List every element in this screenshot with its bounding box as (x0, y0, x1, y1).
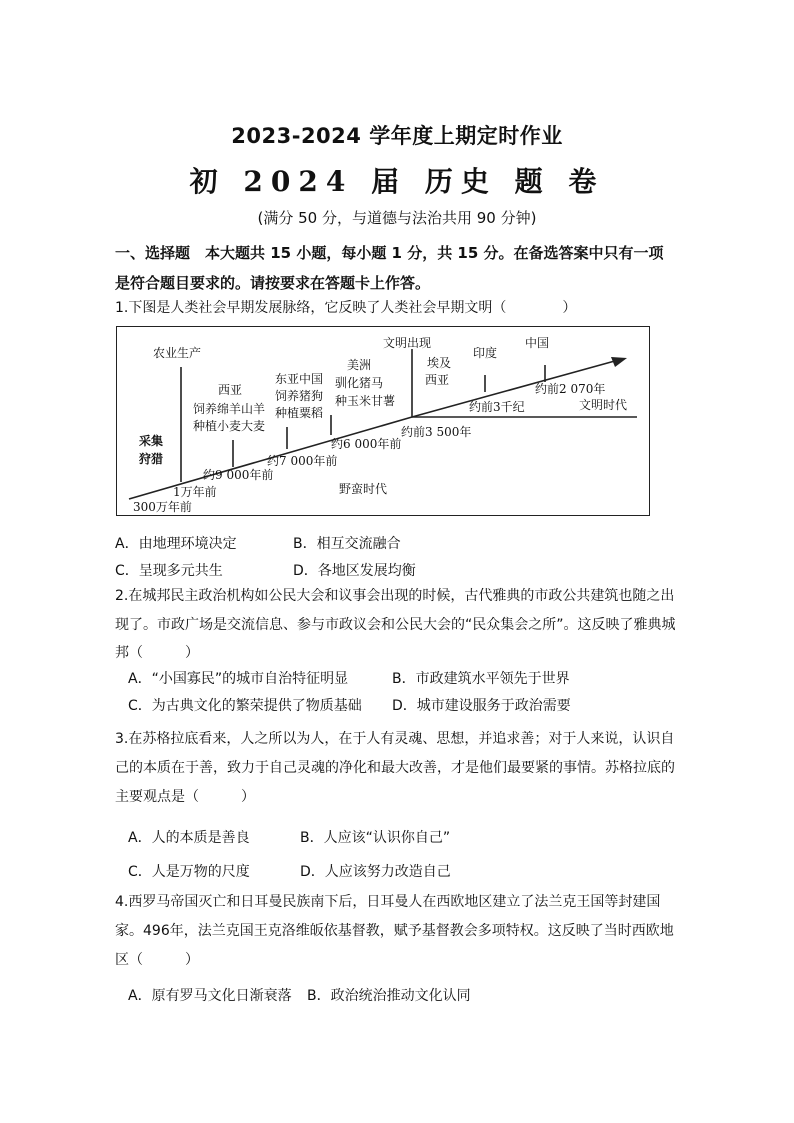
label-3rd-millennium-bc: 约前3千纪 (469, 400, 525, 414)
q3-option-a: A．人的本质是善良 (128, 830, 250, 846)
q2-option-c: C．为古典文化的繁荣提供了物质基础 (128, 698, 362, 714)
label-3-million-years: 300万年前 (133, 500, 192, 514)
label-2070-bc: 约前2 070年 (535, 382, 606, 396)
label-west-asia-2: 种植小麦大麦 (193, 419, 266, 433)
question-1-stem: 1.下图是人类社会早期发展脉络，它反映了人类社会早期文明（ ） (115, 300, 577, 316)
label-civilization-era: 文明时代 (579, 398, 628, 412)
exam-subtitle: (满分 50 分，与道德与法治共用 90 分钟) (257, 209, 537, 227)
label-americas-1: 驯化猪马 (335, 376, 384, 390)
question-4-stem: 4.西罗马帝国灭亡和日耳曼民族南下后，日耳曼人在西欧地区建立了法兰克王国等封建国家。496年，法兰克国王克洛维皈依基督教，赋予基督教会多项特权。这反映了当时西欧地区（ ） (115, 894, 674, 968)
label-barbarian-era: 野蛮时代 (339, 482, 388, 496)
label-americas: 美洲 (347, 358, 372, 372)
q1-option-a: A．由地理环境决定 (115, 536, 237, 552)
section-heading: 一、选择题 本大题共 15 小题，每小题 1 分，共 15 分。在备选答案中只有一项是符合题目要求的。请按要求在答题卡上作答。 (115, 244, 664, 292)
label-9000-years: 约9 000年前 (203, 468, 274, 482)
q3-option-b: B．人应该“认识你自己” (300, 830, 451, 846)
label-3500-bc: 约前3 500年 (401, 425, 472, 439)
exam-title: 2023-2024 学年度上期定时作业 (231, 124, 563, 148)
label-west-asia-1: 饲养绵羊山羊 (193, 402, 266, 416)
label-agriculture: 农业生产 (153, 346, 202, 360)
label-east-asia: 东亚中国 (275, 372, 324, 386)
label-china: 中国 (525, 336, 550, 350)
exam-subject-title: 初 2024 届 历史 题 卷 (189, 165, 605, 198)
label-west-asia: 西亚 (218, 383, 243, 397)
label-gathering: 采集 (139, 434, 164, 448)
timeline-figure (116, 326, 650, 516)
question-2-stem: 2.在城邦民主政治机构如公民大会和议事会出现的时候，古代雅典的市政公共建筑也随之出现了。市政广场是交流信息、参与市政议会和公民大会的“民众集会之所”。这反映了雅典城邦（ ） (115, 588, 676, 661)
label-americas-2: 种玉米甘薯 (335, 394, 396, 408)
q4-option-b: B．政治统治推动文化认同 (307, 988, 471, 1004)
q3-option-c: C．人是万物的尺度 (128, 864, 250, 880)
q4-option-a: A．原有罗马文化日渐衰落 (128, 988, 292, 1004)
q1-option-b: B．相互交流融合 (293, 536, 401, 552)
q2-option-b: B．市政建筑水平领先于世界 (392, 671, 570, 687)
label-egypt: 埃及 (427, 356, 452, 370)
label-egypt-west-asia: 西亚 (425, 373, 450, 387)
q1-option-d: D．各地区发展均衡 (293, 563, 416, 579)
question-3-stem: 3.在苏格拉底看来，人之所以为人，在于人有灵魂、思想，并追求善；对于人来说，认识自己的本质在于善，致力于自己灵魂的净化和最大改善，才是他们最要紧的事情。苏格拉底的主要观点是（ ） (115, 731, 675, 805)
label-hunting: 狩猎 (139, 452, 164, 466)
label-10000-years: 1万年前 (173, 485, 217, 499)
label-civilization-emerges: 文明出现 (383, 336, 432, 350)
q2-option-a: A．“小国寡民”的城市自治特征明显 (128, 671, 349, 687)
q3-option-d: D．人应该努力改造自己 (300, 864, 451, 880)
q1-option-c: C．呈现多元共生 (115, 563, 223, 579)
label-india: 印度 (473, 346, 498, 360)
label-6000-years: 约6 000年前 (331, 437, 402, 451)
label-east-asia-1: 饲养猪狗 (275, 389, 324, 403)
label-7000-years: 约7 000年前 (267, 454, 338, 468)
label-east-asia-2: 种植粟稻 (275, 406, 324, 420)
q2-option-d: D．城市建设服务于政治需要 (392, 698, 571, 714)
